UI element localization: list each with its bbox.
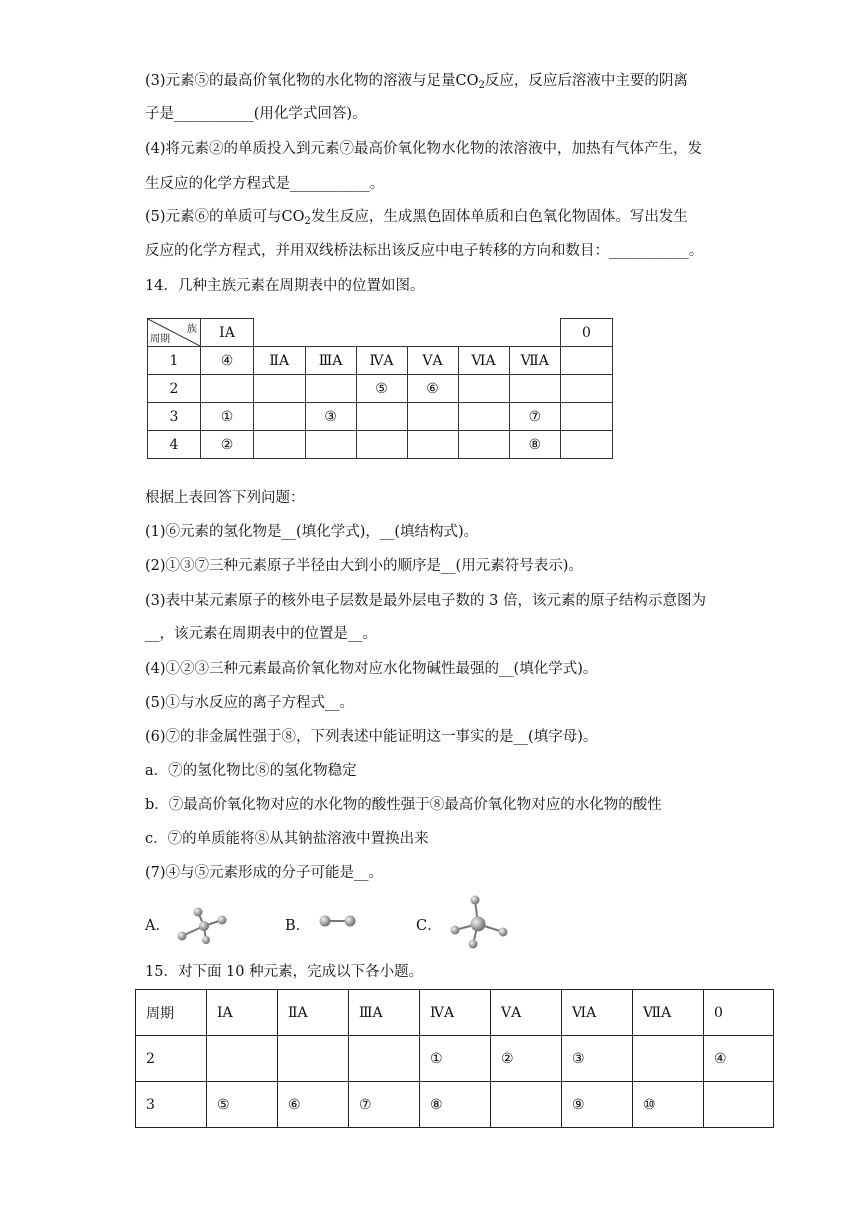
q13-part5-line1: (5)元素⑥的单质可与$CO_2$发生反应，生成黑色固体单质和白色氧化物固体。写出发生 <box>145 209 688 227</box>
table-row <box>148 375 613 403</box>
q14-part2: (2)①③⑦三种元素原子半径由大到小的顺序是__(用元素符号表示)。 <box>145 558 583 574</box>
header-0: 0 <box>561 319 613 347</box>
element-cell <box>254 431 306 459</box>
choice-A-label: A． <box>145 918 170 934</box>
header-cell: ⅡA <box>278 990 349 1036</box>
element-cell <box>407 431 458 459</box>
element-cell: ⑦ <box>349 1082 420 1128</box>
element-cell: ③ <box>562 1036 633 1082</box>
element-cell <box>561 403 613 431</box>
element-cell: ⑥ <box>407 375 458 403</box>
q13-part3-line1: (3)元素⑤的最高价氧化物的水化物的溶液与足量$CO_2$反应，反应后溶液中主要的阴离 <box>145 73 688 91</box>
element-cell <box>254 375 306 403</box>
q14-part3-line2: __，该元素在周期表中的位置是__。 <box>145 626 377 642</box>
element-cell <box>278 1036 349 1082</box>
group-header-cell: ⅤA <box>407 347 458 375</box>
element-cell: ⑧ <box>420 1082 491 1128</box>
molecule-C-icon <box>445 894 511 950</box>
group-header-cell: ⅡA <box>254 347 306 375</box>
q14-intro: 根据上表回答下列问题： <box>145 490 305 506</box>
element-cell <box>561 431 613 459</box>
element-cell <box>458 431 509 459</box>
q14-part7: (7)④与⑤元素形成的分子可能是__。 <box>145 865 384 881</box>
period-cell: 1 <box>148 347 201 375</box>
q14-part5: (5)①与水反应的离子方程式__。 <box>145 695 355 711</box>
element-cell <box>704 1082 774 1128</box>
group-header-cell: ⅢA <box>305 347 356 375</box>
corner-header-cell <box>148 319 201 347</box>
q14-option-c: c．⑦的单质能将⑧从其钠盐溶液中置换出来 <box>145 831 429 847</box>
q14-option-a: a．⑦的氢化物比⑧的氢化物稳定 <box>145 763 357 779</box>
header-cell: 周期 <box>136 990 207 1036</box>
periodic-table-14 <box>147 318 613 459</box>
element-cell <box>349 1036 420 1082</box>
element-cell <box>407 403 458 431</box>
element-cell: ⑤ <box>356 375 407 403</box>
element-cell <box>254 403 306 431</box>
element-cell <box>561 375 613 403</box>
header-cell: ⅣA <box>420 990 491 1036</box>
molecule-A-icon <box>172 904 232 944</box>
periodic-table-15 <box>135 989 774 1128</box>
table-row <box>148 347 613 375</box>
q14-title: 14．几种主族元素在周期表中的位置如图。 <box>145 278 425 294</box>
q14-part3-line1: (3)表中某元素原子的核外电子层数是最外层电子数的 3 倍，该元素的原子结构示意图为 <box>145 593 706 609</box>
group-header-cell: ⅦA <box>509 347 561 375</box>
q13-part3-line2: 子是___________(用化学式回答)。 <box>145 106 367 122</box>
q14-part6: (6)⑦的非金属性强于⑧，下列表述中能证明这一事实的是__(填字母)。 <box>145 729 598 745</box>
element-cell: ⑥ <box>278 1082 349 1128</box>
header-cell: ⅤA <box>491 990 562 1036</box>
table-row <box>148 403 613 431</box>
header-cell: ⅦA <box>633 990 704 1036</box>
group-header-cell: ⅥA <box>458 347 509 375</box>
table-row <box>136 1082 774 1128</box>
element-cell: ① <box>420 1036 491 1082</box>
element-cell <box>207 1036 278 1082</box>
element-cell <box>305 431 356 459</box>
header-IA: ⅠA <box>201 319 254 347</box>
element-cell <box>356 403 407 431</box>
element-cell: ⑨ <box>562 1082 633 1128</box>
period-cell: 3 <box>136 1082 207 1128</box>
choice-B-label: B． <box>285 918 311 934</box>
period-cell: 2 <box>136 1036 207 1082</box>
table-header-row <box>136 990 774 1036</box>
q13-part4-line2: 生反应的化学方程式是___________。 <box>145 176 385 192</box>
group-header-cell: ⅣA <box>356 347 407 375</box>
header-cell: 0 <box>704 990 774 1036</box>
element-cell <box>491 1082 562 1128</box>
element-cell: ② <box>201 431 254 459</box>
q13-part5-line2: 反应的化学方程式，并用双线桥法标出该反应中电子转移的方向和数目：___________。 <box>145 243 704 259</box>
element-cell <box>633 1036 704 1082</box>
molecule-B-icon <box>316 911 360 931</box>
q13-part4-line1: (4)将元素②的单质投入到元素⑦最高价氧化物水化物的浓溶液中，加热有气体产生，发 <box>145 141 703 157</box>
table-row <box>136 1036 774 1082</box>
element-cell <box>356 431 407 459</box>
element-cell: ② <box>491 1036 562 1082</box>
header-cell: ⅢA <box>349 990 420 1036</box>
element-cell <box>305 375 356 403</box>
element-cell <box>201 375 254 403</box>
element-cell: ④ <box>704 1036 774 1082</box>
element-cell: ③ <box>305 403 356 431</box>
element-cell <box>458 375 509 403</box>
element-cell: ⑦ <box>509 403 561 431</box>
element-cell <box>509 375 561 403</box>
header-cell: ⅠA <box>207 990 278 1036</box>
q14-part1: (1)⑥元素的氢化物是__(填化学式)，__(填结构式)。 <box>145 524 479 540</box>
element-cell <box>561 347 613 375</box>
q15-title: 15．对下面 10 种元素，完成以下各小题。 <box>145 964 424 980</box>
header-cell: ⅥA <box>562 990 633 1036</box>
element-cell: ⑤ <box>207 1082 278 1128</box>
period-cell: 4 <box>148 431 201 459</box>
element-cell <box>458 403 509 431</box>
q14-part4: (4)①②③三种元素最高价氧化物对应水化物碱性最强的__(填化学式)。 <box>145 661 598 677</box>
table-row <box>148 431 613 459</box>
header-zhouqi: 周期 <box>150 334 170 345</box>
period-cell: 3 <box>148 403 201 431</box>
header-zu: 族 <box>187 324 197 335</box>
element-cell: ① <box>201 403 254 431</box>
period-cell: 2 <box>148 375 201 403</box>
choice-C-label: C． <box>416 918 442 934</box>
element-cell: ④ <box>201 347 254 375</box>
element-cell: ⑩ <box>633 1082 704 1128</box>
q14-option-b: b．⑦最高价氧化物对应的水化物的酸性强于⑧最高价氧化物对应的水化物的酸性 <box>145 797 662 813</box>
element-cell: ⑧ <box>509 431 561 459</box>
